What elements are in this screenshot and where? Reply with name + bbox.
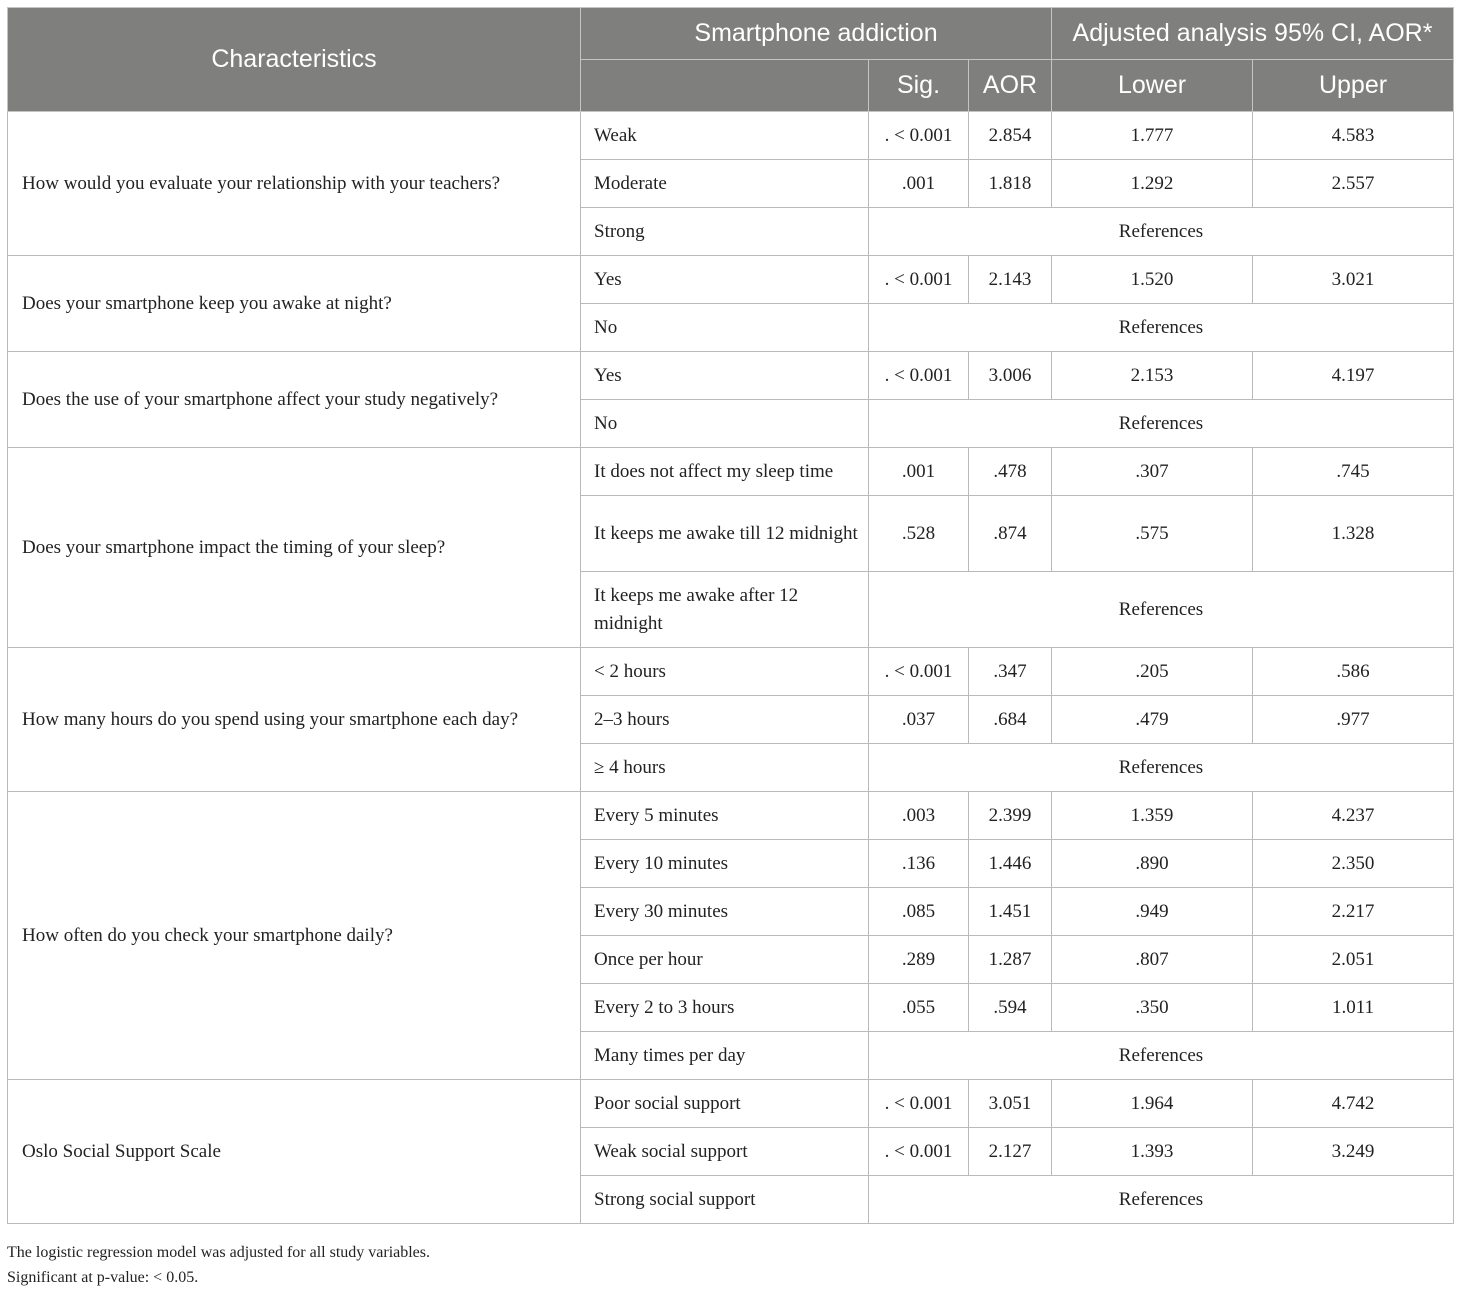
aor-cell: 2.127 (969, 1128, 1052, 1176)
sig-cell: .085 (869, 888, 969, 936)
upper-cell: 3.021 (1253, 256, 1454, 304)
question-cell: How would you evaluate your relationship with your teachers? (8, 112, 581, 256)
sig-cell: .037 (869, 696, 969, 744)
option-cell: Strong social support (581, 1176, 869, 1224)
aor-cell: 1.287 (969, 936, 1052, 984)
option-cell: < 2 hours (581, 648, 869, 696)
lower-cell: 1.520 (1052, 256, 1253, 304)
option-cell: It does not affect my sleep time (581, 448, 869, 496)
references-cell: References (869, 400, 1454, 448)
lower-cell: .807 (1052, 936, 1253, 984)
option-cell: Poor social support (581, 1080, 869, 1128)
upper-cell: 2.217 (1253, 888, 1454, 936)
upper-cell: 3.249 (1253, 1128, 1454, 1176)
aor-cell: 3.006 (969, 352, 1052, 400)
option-cell: Every 10 minutes (581, 840, 869, 888)
option-cell: Moderate (581, 160, 869, 208)
sig-cell: . < 0.001 (869, 1080, 969, 1128)
header-upper: Upper (1253, 60, 1454, 112)
header-adjusted-analysis: Adjusted analysis 95% CI, AOR* (1052, 8, 1454, 60)
header-aor: AOR (969, 60, 1052, 112)
references-cell: References (869, 1176, 1454, 1224)
sig-cell: .001 (869, 160, 969, 208)
table-row (8, 256, 1454, 304)
lower-cell: 1.292 (1052, 160, 1253, 208)
sig-cell: .528 (869, 496, 969, 572)
upper-cell: 1.011 (1253, 984, 1454, 1032)
note-adjusted: The logistic regression model was adjusted for all study variables. (7, 1244, 431, 1261)
option-cell: Every 5 minutes (581, 792, 869, 840)
sig-cell: . < 0.001 (869, 352, 969, 400)
lower-cell: .205 (1052, 648, 1253, 696)
aor-cell: .874 (969, 496, 1052, 572)
option-cell: 2–3 hours (581, 696, 869, 744)
table-body (8, 112, 1454, 1224)
note-significance: Significant at p-value: < 0.05. (7, 1269, 199, 1286)
regression-table (7, 7, 1454, 1224)
references-cell: References (869, 744, 1454, 792)
upper-cell: 4.197 (1253, 352, 1454, 400)
upper-cell: 1.328 (1253, 496, 1454, 572)
references-cell: References (869, 1032, 1454, 1080)
table-row (8, 1080, 1454, 1128)
option-cell: No (581, 400, 869, 448)
sig-cell: .003 (869, 792, 969, 840)
upper-cell: 2.051 (1253, 936, 1454, 984)
option-cell: It keeps me awake till 12 midnight (581, 496, 869, 572)
sig-cell: . < 0.001 (869, 112, 969, 160)
lower-cell: 1.964 (1052, 1080, 1253, 1128)
aor-cell: 2.399 (969, 792, 1052, 840)
aor-cell: 1.446 (969, 840, 1052, 888)
upper-cell: 4.583 (1253, 112, 1454, 160)
lower-cell: .949 (1052, 888, 1253, 936)
lower-cell: .890 (1052, 840, 1253, 888)
aor-cell: 3.051 (969, 1080, 1052, 1128)
aor-cell: .347 (969, 648, 1052, 696)
lower-cell: .350 (1052, 984, 1253, 1032)
references-cell: References (869, 572, 1454, 648)
upper-cell: .745 (1253, 448, 1454, 496)
option-cell: Many times per day (581, 1032, 869, 1080)
question-cell: Oslo Social Support Scale (8, 1080, 581, 1224)
option-cell: Yes (581, 352, 869, 400)
sig-cell: . < 0.001 (869, 256, 969, 304)
option-cell: Once per hour (581, 936, 869, 984)
question-cell: How often do you check your smartphone daily? (8, 792, 581, 1080)
lower-cell: .575 (1052, 496, 1253, 572)
upper-cell: .586 (1253, 648, 1454, 696)
lower-cell: 2.153 (1052, 352, 1253, 400)
option-cell: Every 30 minutes (581, 888, 869, 936)
table-row (8, 352, 1454, 400)
table-row (8, 648, 1454, 696)
references-cell: References (869, 304, 1454, 352)
sig-cell: .289 (869, 936, 969, 984)
upper-cell: .977 (1253, 696, 1454, 744)
header-characteristics: Characteristics (8, 8, 581, 112)
table-header (8, 8, 1454, 112)
question-cell: Does your smartphone keep you awake at night? (8, 256, 581, 352)
aor-cell: 1.818 (969, 160, 1052, 208)
lower-cell: 1.393 (1052, 1128, 1253, 1176)
upper-cell: 4.237 (1253, 792, 1454, 840)
upper-cell: 4.742 (1253, 1080, 1454, 1128)
lower-cell: 1.359 (1052, 792, 1253, 840)
aor-cell: 2.143 (969, 256, 1052, 304)
question-cell: How many hours do you spend using your smartphone each day? (8, 648, 581, 792)
upper-cell: 2.350 (1253, 840, 1454, 888)
lower-cell: .307 (1052, 448, 1253, 496)
header-blank (581, 60, 869, 112)
sig-cell: . < 0.001 (869, 648, 969, 696)
option-cell: Strong (581, 208, 869, 256)
question-cell: Does your smartphone impact the timing of your sleep? (8, 448, 581, 648)
aor-cell: 2.854 (969, 112, 1052, 160)
header-smartphone-addiction: Smartphone addiction (581, 8, 1052, 60)
table-row (8, 792, 1454, 840)
sig-cell: .001 (869, 448, 969, 496)
sig-cell: . < 0.001 (869, 1128, 969, 1176)
aor-cell: .684 (969, 696, 1052, 744)
lower-cell: .479 (1052, 696, 1253, 744)
option-cell: Yes (581, 256, 869, 304)
option-cell: Weak social support (581, 1128, 869, 1176)
table-row (8, 448, 1454, 496)
table-notes (7, 1240, 430, 1290)
option-cell: ≥ 4 hours (581, 744, 869, 792)
option-cell: It keeps me awake after 12 midnight (581, 572, 869, 648)
lower-cell: 1.777 (1052, 112, 1253, 160)
option-cell: Weak (581, 112, 869, 160)
aor-cell: .478 (969, 448, 1052, 496)
option-cell: No (581, 304, 869, 352)
aor-cell: .594 (969, 984, 1052, 1032)
sig-cell: .136 (869, 840, 969, 888)
aor-cell: 1.451 (969, 888, 1052, 936)
header-sig: Sig. (869, 60, 969, 112)
references-cell: References (869, 208, 1454, 256)
question-cell: Does the use of your smartphone affect your study negatively? (8, 352, 581, 448)
table-row (8, 112, 1454, 160)
upper-cell: 2.557 (1253, 160, 1454, 208)
sig-cell: .055 (869, 984, 969, 1032)
option-cell: Every 2 to 3 hours (581, 984, 869, 1032)
header-lower: Lower (1052, 60, 1253, 112)
